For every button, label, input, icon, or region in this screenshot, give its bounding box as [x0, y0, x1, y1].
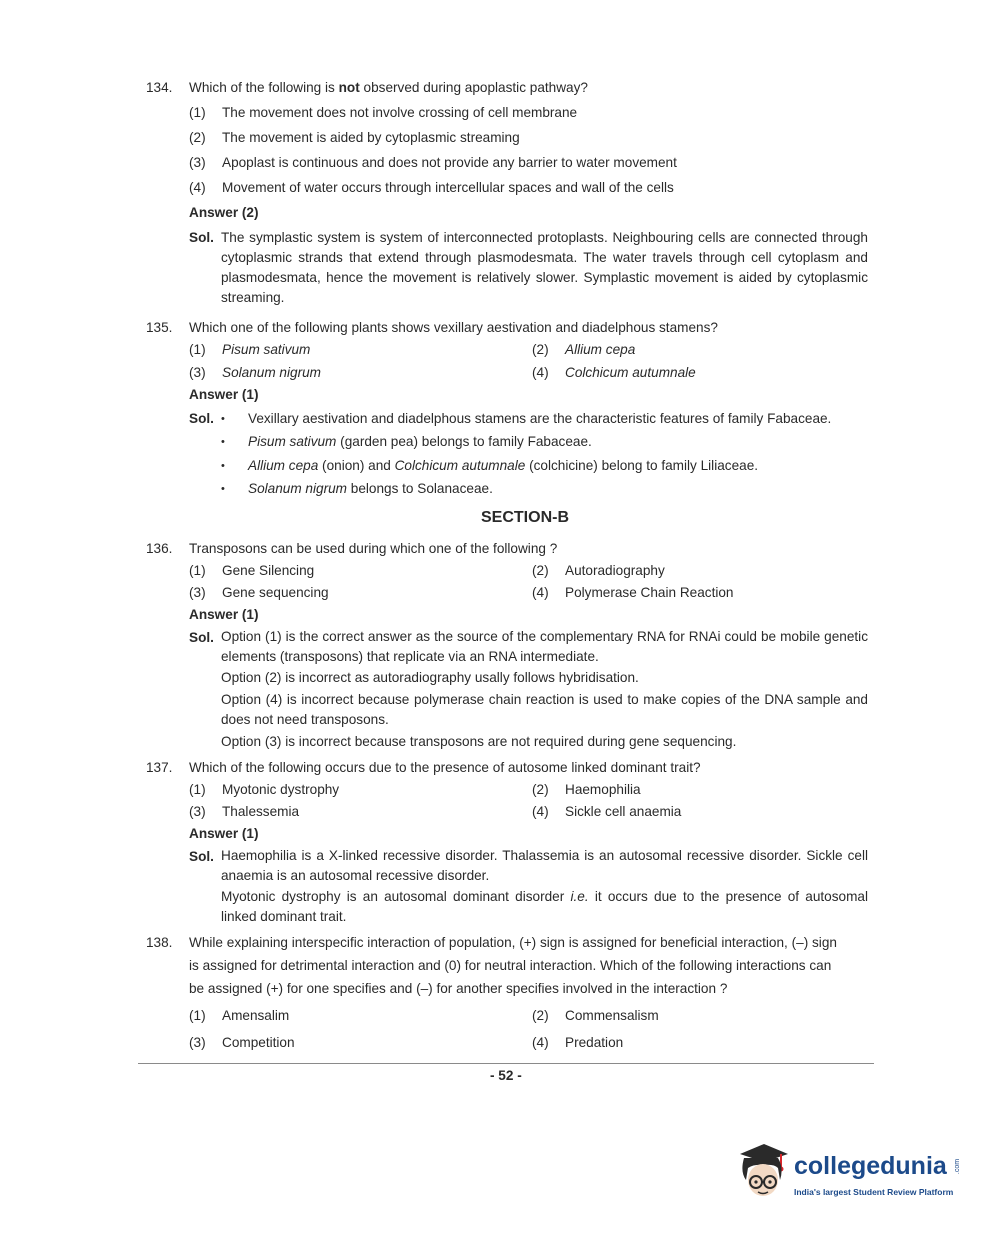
collegedunia-logo-suffix: .com: [954, 1158, 962, 1175]
q134-text: Which of the following is not observed during apoplastic pathway?: [189, 80, 588, 95]
q135-answer: Answer (1): [189, 387, 259, 402]
q135-bullet-2-text: Pisum sativum (garden pea) belongs to family Fabaceae.: [248, 434, 592, 449]
q138-option-1-number: (1): [189, 1008, 206, 1023]
q137-text: Which of the following occurs due to the presence of autosome linked dominant trait?: [189, 760, 701, 775]
q134-sol-label: Sol.: [189, 230, 214, 245]
bullet-1: •: [221, 413, 225, 425]
q136-option-3-number: (3): [189, 585, 206, 600]
q136-option-2-number: (2): [532, 563, 549, 578]
q136-sol-label: Sol.: [189, 630, 214, 645]
section-heading: SECTION-B: [481, 509, 569, 526]
q137-option-3-number: (3): [189, 804, 206, 819]
q136-solution-1: Option (1) is the correct answer as the source of the complementary RNA for RNAi could be mobile genetic elements (transposons) that replicate via an RNA intermediate.: [221, 629, 868, 664]
q137-option-2-text: Haemophilia: [565, 782, 641, 797]
q135-bullet-3-text: Allium cepa (onion) and Colchicum autumnale (colchicine) belong to family Liliaceae.: [248, 458, 759, 473]
bullet-4: •: [221, 483, 225, 495]
q135-bullet-1-text: Vexillary aestivation and diadelphous stamens are the characteristic features of family Fabaceae.: [248, 411, 832, 426]
q135-option-3-number: (3): [189, 365, 206, 380]
q137-option-2-number: (2): [532, 782, 549, 797]
q138-line-1: While explaining interspecific interaction of population, (+) sign is assigned for beneficial interaction, (–) sign: [189, 935, 837, 950]
q136-option-3-text: Gene sequencing: [222, 585, 329, 600]
q134-option-4-number: (4): [189, 180, 206, 195]
q134-option-1-text: The movement does not involve crossing of cell membrane: [222, 105, 578, 120]
q135-option-4-number: (4): [532, 365, 549, 380]
q137-option-4-text: Sickle cell anaemia: [565, 804, 682, 819]
q135-option-4-text: Colchicum autumnale: [565, 365, 696, 380]
footer-divider: [138, 1063, 874, 1064]
q134-option-3-number: (3): [189, 155, 206, 170]
q136-option-4-text: Polymerase Chain Reaction: [565, 585, 734, 600]
q135-number: 135.: [146, 320, 173, 335]
q134-answer: Answer (2): [189, 205, 259, 220]
q138-option-2-number: (2): [532, 1008, 549, 1023]
bullet-3: •: [221, 460, 225, 472]
q136-answer: Answer (1): [189, 607, 259, 622]
q134-solution: The symplastic system is system of interconnected protoplasts. Neighbouring cells are connected through cytoplasmic strands that extend through plasmodesmata. The water travels through cell cytoplasm and plasmodesmata, hence the movement is relatively slower. Symplastic movement is aided by cytoplasmic streaming.: [221, 230, 868, 305]
q138-option-3-number: (3): [189, 1035, 206, 1050]
q135-bullet-4-text: Solanum nigrum belongs to Solanaceae.: [248, 481, 493, 496]
collegedunia-mascot-icon: [734, 1138, 792, 1202]
q137-number: 137.: [146, 760, 173, 775]
q138-line-3: be assigned (+) for one specifies and (–) for another specifies involved in the interaction ?: [189, 981, 728, 996]
q136-option-1-text: Gene Silencing: [222, 563, 315, 578]
q137-solution-1: Haemophilia is a X-linked recessive disorder. Thalassemia is an autosomal recessive disorder. Sickle cell anaemia is an autosomal recessive disorder.: [221, 848, 868, 883]
q137-option-3-text: Thalessemia: [222, 804, 300, 819]
q136-solution-3: Option (4) is incorrect because polymerase chain reaction is used to make copies of the DNA sample and does not need transposons.: [221, 692, 868, 727]
q137-sol-label: Sol.: [189, 849, 214, 864]
q134-option-3-text: Apoplast is continuous and does not provide any barrier to water movement: [222, 155, 677, 170]
q134-option-2-number: (2): [189, 130, 206, 145]
q137-option-4-number: (4): [532, 804, 549, 819]
q134-option-4-text: Movement of water occurs through intercellular spaces and wall of the cells: [222, 180, 674, 195]
bullet-2: •: [221, 436, 225, 448]
q136-option-1-number: (1): [189, 563, 206, 578]
q137-option-1-text: Myotonic dystrophy: [222, 782, 340, 797]
q135-option-2-text: Allium cepa: [565, 342, 636, 357]
q138-option-3-text: Competition: [222, 1035, 295, 1050]
q136-number: 136.: [146, 541, 173, 556]
q135-option-1-number: (1): [189, 342, 206, 357]
q135-option-2-number: (2): [532, 342, 549, 357]
q136-text: Transposons can be used during which one of the following ?: [189, 541, 558, 556]
q138-option-1-text: Amensalim: [222, 1008, 290, 1023]
q138-number: 138.: [146, 935, 173, 950]
q134-number: 134.: [146, 80, 173, 95]
q135-option-3-text: Solanum nigrum: [222, 365, 321, 380]
q137-answer: Answer (1): [189, 826, 259, 841]
q136-option-4-number: (4): [532, 585, 549, 600]
page-number: - 52 -: [490, 1068, 522, 1083]
q135-text: Which one of the following plants shows vexillary aestivation and diadelphous stamens?: [189, 320, 718, 335]
q136-option-2-text: Autoradiography: [565, 563, 665, 578]
q138-option-2-text: Commensalism: [565, 1008, 659, 1023]
q138-line-2: is assigned for detrimental interaction and (0) for neutral interaction. Which of the following interactions can: [189, 958, 832, 973]
q137-solution-2: Myotonic dystrophy is an autosomal dominant disorder i.e. it occurs due to the presence of autosomal linked dominant trait.: [221, 889, 868, 924]
q134-option-1-number: (1): [189, 105, 206, 120]
q137-option-1-number: (1): [189, 782, 206, 797]
collegedunia-tagline: India's largest Student Review Platform: [794, 1187, 954, 1197]
q136-solution-2: Option (2) is incorrect as autoradiography usally follows hybridisation.: [221, 670, 639, 685]
q138-option-4-number: (4): [532, 1035, 549, 1050]
q138-option-4-text: Predation: [565, 1035, 624, 1050]
q135-option-1-text: Pisum sativum: [222, 342, 311, 357]
q135-sol-label: Sol.: [189, 411, 214, 426]
collegedunia-logo-text: collegedunia: [794, 1152, 947, 1180]
q136-solution-4: Option (3) is incorrect because transposons are not required during gene sequencing.: [221, 734, 737, 749]
q134-option-2-text: The movement is aided by cytoplasmic streaming: [222, 130, 520, 145]
